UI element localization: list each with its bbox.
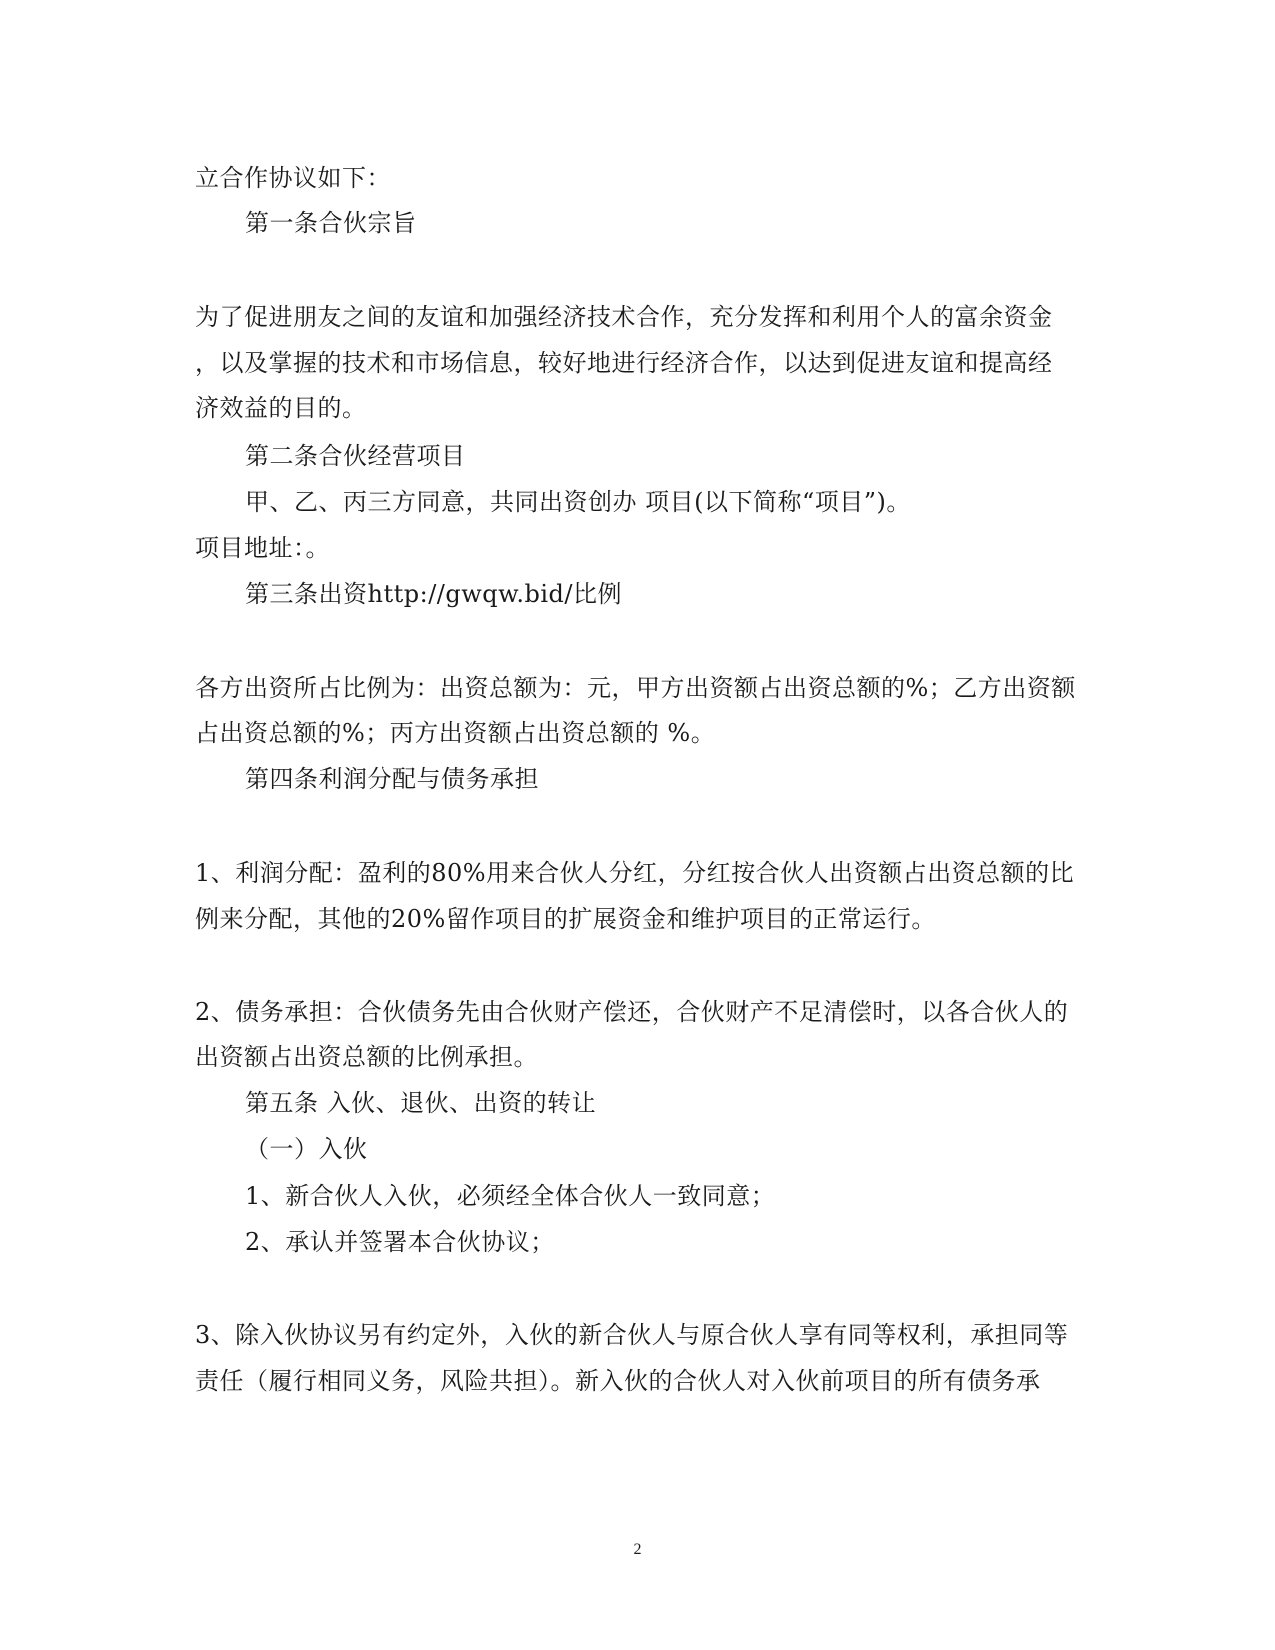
page-number: 2	[633, 1541, 642, 1558]
text-line: 例来分配，其他的20%留作项目的扩展资金和维护项目的正常运行。	[195, 905, 936, 933]
text-line: 出资额占出资总额的比例承担。	[195, 1043, 538, 1071]
text-line: 2、债务承担：合伙债务先由合伙财产偿还，合伙财产不足清偿时，以各合伙人的	[195, 998, 1069, 1026]
text-line: 1、利润分配：盈利的80%用来合伙人分红，分红按合伙人出资额占出资总额的比	[195, 859, 1075, 887]
text-line: 为了促进朋友之间的友谊和加强经济技术合作，充分发挥和利用个人的富余资金	[195, 303, 1053, 331]
section-heading: 第三条出资http://gwqw.bid/比例	[245, 580, 622, 608]
list-item: 3、除入伙协议另有约定外，入伙的新合伙人与原合伙人享有同等权利，承担同等	[195, 1321, 1069, 1349]
text-line: 济效益的目的。	[195, 394, 367, 422]
text-line: 立合作协议如下：	[195, 164, 391, 192]
section-heading: 第五条 入伙、退伙、出资的转让	[245, 1089, 597, 1117]
section-heading: 第四条利润分配与债务承担	[245, 765, 539, 793]
list-item: 2、承认并签署本合伙协议；	[245, 1228, 555, 1256]
text-line: 各方出资所占比例为：出资总额为：元，甲方出资额占出资总额的%；乙方出资额	[195, 674, 1076, 702]
text-line: 甲、乙、丙三方同意，共同出资创办 项目(以下简称“项目”)。	[245, 488, 911, 516]
list-item: 1、新合伙人入伙，必须经全体合伙人一致同意；	[245, 1182, 776, 1210]
section-heading: 第二条合伙经营项目	[245, 442, 466, 470]
subsection-heading: （一）入伙	[245, 1135, 368, 1163]
text-line: 责任（履行相同义务，风险共担）。新入伙的合伙人对入伙前项目的所有债务承	[195, 1367, 1041, 1395]
text-line: 占出资总额的%；丙方出资额占出资总额的 %。	[195, 719, 716, 747]
section-heading: 第一条合伙宗旨	[245, 209, 417, 237]
text-line: ，以及掌握的技术和市场信息，较好地进行经济合作，以达到促进友谊和提高经	[195, 349, 1053, 377]
text-line: 项目地址：。	[195, 534, 330, 562]
